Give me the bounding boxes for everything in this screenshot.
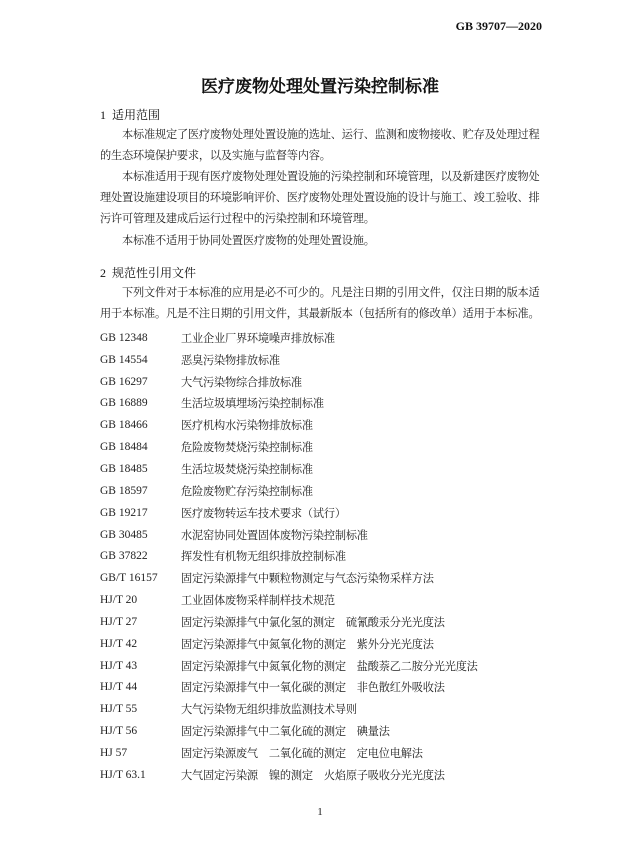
- reference-name: 生活垃圾焚烧污染控制标准: [181, 462, 313, 476]
- reference-name: 危险废物焚烧污染控制标准: [181, 441, 313, 455]
- reference-row: [100, 349, 550, 371]
- reference-code: HJ/T 20: [100, 594, 138, 607]
- reference-name: 固定污染源废气 二氧化硫的测定 定电位电解法: [181, 746, 423, 760]
- reference-name: 工业固体废物采样制样技术规范: [181, 594, 335, 608]
- reference-name: 固定污染源排气中一氧化碳的测定 非色散红外吸收法: [181, 681, 445, 695]
- paragraph: 本标准不适用于协同处置医疗废物的处理处置设施。: [122, 234, 375, 247]
- reference-code: HJ/T 43: [100, 659, 138, 672]
- reference-code: HJ/T 63.1: [100, 768, 146, 781]
- reference-code: GB 18466: [100, 419, 148, 432]
- reference-code: HJ 57: [100, 746, 128, 759]
- document-title: 医疗废物处理处置污染控制标准: [201, 77, 439, 97]
- reference-name: 固定污染源排气中氮氧化物的测定 紫外分光光度法: [181, 637, 434, 651]
- reference-row: [100, 677, 550, 699]
- reference-row: [100, 633, 550, 655]
- reference-row: [100, 414, 550, 436]
- reference-name: 恶臭污染物排放标准: [181, 353, 280, 367]
- reference-row: [100, 611, 550, 633]
- reference-name: 固定污染源排气中氮氧化物的测定 盐酸萘乙二胺分光光度法: [181, 659, 478, 673]
- reference-name: 固定污染源排气中二氧化硫的测定 碘量法: [181, 725, 390, 739]
- section-title: 适用范围: [112, 108, 161, 122]
- paragraph: 下列文件对于本标准的应用是必不可少的。凡是注日期的引用文件，仅注日期的版本适用于本标准。凡是不注日期的引用文件，其最新版本（包括所有的修改单）适用于本标准。: [100, 286, 540, 320]
- reference-name: 医疗废物转运车技术要求（试行）: [181, 506, 346, 520]
- reference-code: GB 30485: [100, 528, 148, 541]
- reference-code: GB 14554: [100, 353, 148, 366]
- reference-name: 大气固定污染源 镍的测定 火焰原子吸收分光光度法: [181, 768, 445, 782]
- section-1-heading: [100, 106, 160, 123]
- reference-row: [100, 567, 550, 589]
- standard-code: GB 39707—2020: [455, 19, 542, 33]
- reference-code: GB 18485: [100, 462, 148, 475]
- reference-code: GB 12348: [100, 331, 148, 344]
- reference-code: GB 19217: [100, 506, 148, 519]
- section-title: 规范性引用文件: [112, 266, 197, 280]
- reference-name: 危险废物贮存污染控制标准: [181, 484, 313, 498]
- reference-row: [100, 327, 550, 349]
- reference-list: [100, 327, 550, 786]
- paragraph: 本标准适用于现有医疗废物处理处置设施的污染控制和环境管理，以及新建医疗废物处理处置设施建设项目的环境影响评价、医疗废物处理处置设施的设计与施工、竣工验收、排污许可管理及建成后运行过程中的污染控制和环境管理。: [100, 170, 540, 225]
- reference-code: HJ/T 42: [100, 637, 138, 650]
- reference-code: GB/T 16157: [100, 572, 158, 585]
- reference-name: 医疗机构水污染物排放标准: [181, 419, 313, 433]
- reference-row: [100, 589, 550, 611]
- reference-code: HJ/T 56: [100, 725, 138, 738]
- reference-name: 生活垃圾填埋场污染控制标准: [181, 397, 324, 411]
- reference-row: [100, 371, 550, 393]
- reference-row: [100, 524, 550, 546]
- reference-row: [100, 393, 550, 415]
- reference-row: [100, 436, 550, 458]
- paragraph: 本标准规定了医疗废物处理处置设施的选址、运行、监测和废物接收、贮存及处理过程的生态环境保护要求，以及实施与监督等内容。: [100, 128, 540, 162]
- reference-name: 水泥窑协同处置固体废物污染控制标准: [181, 528, 368, 542]
- reference-name: 大气污染物无组织排放监测技术导则: [181, 703, 357, 717]
- reference-name: 固定污染源排气中氯化氢的测定 硫氰酸汞分光光度法: [181, 615, 445, 629]
- reference-name: 固定污染源排气中颗粒物测定与气态污染物采样方法: [181, 572, 434, 586]
- reference-row: [100, 764, 550, 786]
- reference-name: 挥发性有机物无组织排放控制标准: [181, 550, 346, 564]
- reference-row: [100, 480, 550, 502]
- reference-row: [100, 458, 550, 480]
- reference-row: [100, 545, 550, 567]
- reference-row: [100, 742, 550, 764]
- section-number: 1: [100, 108, 106, 122]
- reference-row: [100, 698, 550, 720]
- section-number: 2: [100, 266, 106, 280]
- reference-code: GB 37822: [100, 550, 148, 563]
- reference-row: [100, 720, 550, 742]
- reference-name: 工业企业厂界环境噪声排放标准: [181, 331, 335, 345]
- section-2-heading: [100, 264, 196, 281]
- reference-code: GB 16889: [100, 397, 148, 410]
- reference-row: [100, 655, 550, 677]
- reference-code: GB 16297: [100, 375, 148, 388]
- page-number: 1: [317, 806, 323, 818]
- reference-code: HJ/T 55: [100, 703, 138, 716]
- reference-code: HJ/T 27: [100, 615, 138, 628]
- reference-code: GB 18484: [100, 441, 148, 454]
- reference-code: HJ/T 44: [100, 681, 138, 694]
- reference-row: [100, 502, 550, 524]
- reference-name: 大气污染物综合排放标准: [181, 375, 302, 389]
- reference-code: GB 18597: [100, 484, 148, 497]
